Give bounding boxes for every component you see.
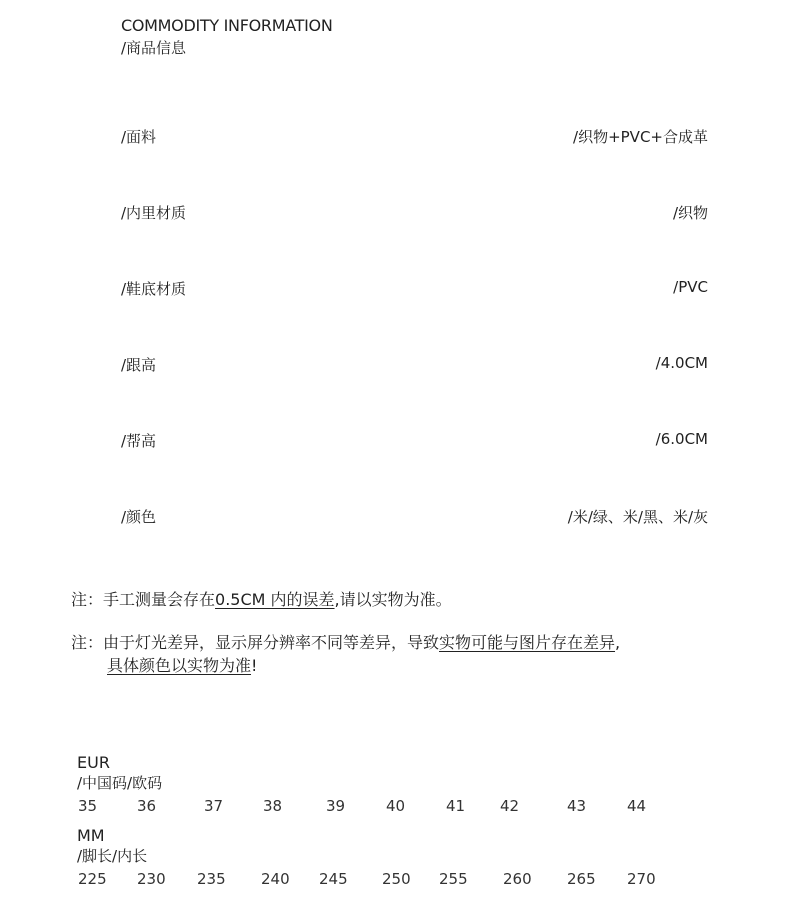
eur-heading: EUR: [77, 753, 110, 772]
mm-size-value: 260: [503, 870, 532, 888]
note-text: 注：手工测量会存在: [71, 590, 216, 609]
spec-value: /米/绿、米/黑、米/灰: [567, 508, 708, 526]
note-text: 注：由于灯光差异，显示屏分辨率不同等差异，导致: [71, 633, 440, 652]
note-text: ,: [615, 633, 621, 652]
spec-row-lining: [121, 202, 708, 224]
spec-value: /织物+PVC+合成革: [573, 128, 708, 146]
eur-size-value: 44: [627, 797, 647, 815]
note-underlined: 实物可能与图片存在差异: [439, 633, 616, 652]
mm-subheading: /脚长/内长: [77, 847, 148, 865]
eur-size-value: 37: [204, 797, 224, 815]
spec-row-sole: [121, 278, 708, 300]
mm-size-value: 250: [382, 870, 411, 888]
eur-size-value: 36: [137, 797, 157, 815]
spec-label: /鞋底材质: [121, 280, 187, 298]
color-note: [71, 632, 620, 654]
section-title-en: COMMODITY INFORMATION: [121, 16, 333, 35]
note-text: ,请以实物为准。: [334, 590, 452, 609]
spec-row-heel-height: [121, 354, 708, 376]
mm-size-value: 245: [319, 870, 348, 888]
spec-label: /跟高: [121, 356, 157, 374]
mm-size-value: 235: [197, 870, 226, 888]
spec-label: /面料: [121, 128, 157, 146]
note-underlined: 具体颜色以实物为准: [107, 656, 252, 675]
mm-size-value: 265: [567, 870, 596, 888]
mm-size-value: 225: [78, 870, 107, 888]
spec-label: /内里材质: [121, 204, 187, 222]
spec-value: /PVC: [673, 278, 708, 296]
eur-size-value: 38: [263, 797, 283, 815]
section-title-cn: /商品信息: [121, 39, 187, 57]
mm-size-value: 255: [439, 870, 468, 888]
mm-size-value: 230: [137, 870, 166, 888]
eur-subheading: /中国码/欧码: [77, 774, 163, 792]
eur-size-value: 40: [386, 797, 406, 815]
mm-size-value: 240: [261, 870, 290, 888]
eur-size-value: 35: [78, 797, 98, 815]
spec-label: /颜色: [121, 508, 157, 526]
note-underlined: 0.5CM 内的误差: [215, 590, 335, 609]
eur-size-value: 41: [446, 797, 466, 815]
color-note-line2: [107, 655, 257, 677]
mm-size-value: 270: [627, 870, 656, 888]
measurement-note: [71, 589, 452, 611]
spec-label: /帮高: [121, 432, 157, 450]
spec-value: /6.0CM: [655, 430, 708, 448]
eur-size-value: 43: [567, 797, 587, 815]
eur-size-value: 42: [500, 797, 520, 815]
eur-size-value: 39: [326, 797, 346, 815]
mm-heading: MM: [77, 826, 105, 845]
spec-row-fabric: [121, 126, 708, 148]
spec-value: /织物: [672, 204, 708, 222]
spec-row-upper-height: [121, 430, 708, 452]
note-text: !: [251, 656, 258, 675]
spec-value: /4.0CM: [655, 354, 708, 372]
note-wrap: [107, 656, 257, 675]
spec-row-color: [121, 506, 708, 528]
